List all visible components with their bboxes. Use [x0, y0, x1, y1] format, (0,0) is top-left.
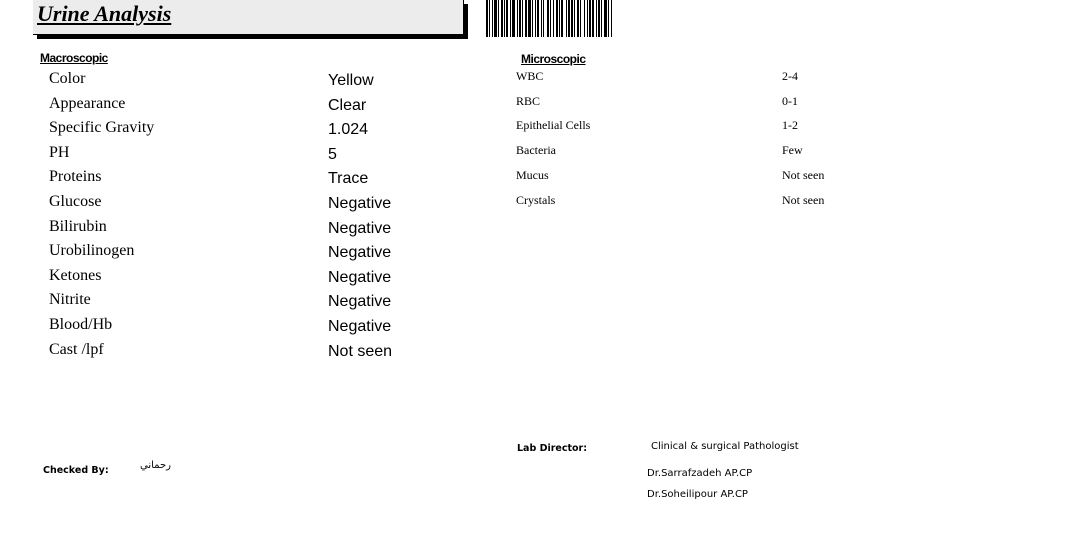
macroscopic-value: Negative — [328, 268, 392, 286]
microscopic-value: 0-1 — [782, 93, 798, 108]
pathologist-title: Clinical & surgical Pathologist — [651, 441, 799, 452]
macroscopic-label: Bilirubin — [49, 217, 107, 235]
macroscopic-label: Nitrite — [49, 291, 91, 309]
macroscopic-value: Not seen — [328, 342, 393, 360]
microscopic-label: WBC — [516, 69, 544, 83]
macroscopic-label: Appearance — [49, 94, 126, 112]
macroscopic-label: Blood/Hb — [49, 316, 113, 333]
macroscopic-value: Yellow — [328, 72, 374, 89]
microscopic-value: Not seen — [782, 167, 825, 182]
microscopic-value: 2-4 — [782, 69, 798, 83]
macroscopic-label: Glucose — [49, 193, 102, 210]
barcode-bar — [611, 0, 612, 37]
lab-director-label: Lab Director: — [517, 443, 588, 454]
microscopic-value: Not seen — [782, 192, 825, 207]
microscopic-label: RBC — [516, 93, 541, 108]
macroscopic-label: Proteins — [49, 168, 102, 186]
macroscopic-value: Negative — [328, 318, 392, 335]
barcode — [486, 0, 612, 37]
macroscopic-value: Clear — [328, 96, 367, 114]
microscopic-heading: Microscopic — [521, 52, 586, 66]
microscopic-label: Crystals — [516, 192, 556, 207]
report-title: Urine Analysis — [37, 1, 172, 26]
doctor-name: Dr.Soheilipour AP.CP — [647, 489, 748, 500]
checked-by-label: Checked By: — [43, 465, 109, 476]
microscopic-label: Epithelial Cells — [516, 118, 591, 133]
microscopic-label: Bacteria — [516, 143, 556, 158]
macroscopic-value: Negative — [328, 195, 392, 212]
macroscopic-value: Negative — [328, 244, 392, 262]
macroscopic-label: Urobilinogen — [49, 242, 135, 260]
macroscopic-label: Cast /lpf — [49, 340, 104, 358]
report-title-box — [33, 0, 464, 35]
macroscopic-value: Negative — [328, 219, 392, 237]
microscopic-value: 1-2 — [782, 118, 798, 133]
macroscopic-label: Specific Gravity — [49, 119, 155, 137]
microscopic-value: Few — [782, 143, 803, 158]
macroscopic-label: PH — [49, 143, 70, 161]
macroscopic-label: Ketones — [49, 266, 102, 284]
macroscopic-label: Color — [49, 70, 86, 87]
macroscopic-value: 5 — [328, 145, 337, 163]
checked-by-name: رحماني — [140, 460, 171, 471]
microscopic-label: Mucus — [516, 167, 549, 182]
macroscopic-value: Trace — [328, 170, 369, 188]
macroscopic-value: 1.024 — [328, 121, 369, 139]
macroscopic-value: Negative — [328, 293, 392, 311]
macroscopic-heading: Macroscopic — [40, 51, 108, 65]
doctor-name: Dr.Sarrafzadeh AP.CP — [647, 468, 753, 479]
